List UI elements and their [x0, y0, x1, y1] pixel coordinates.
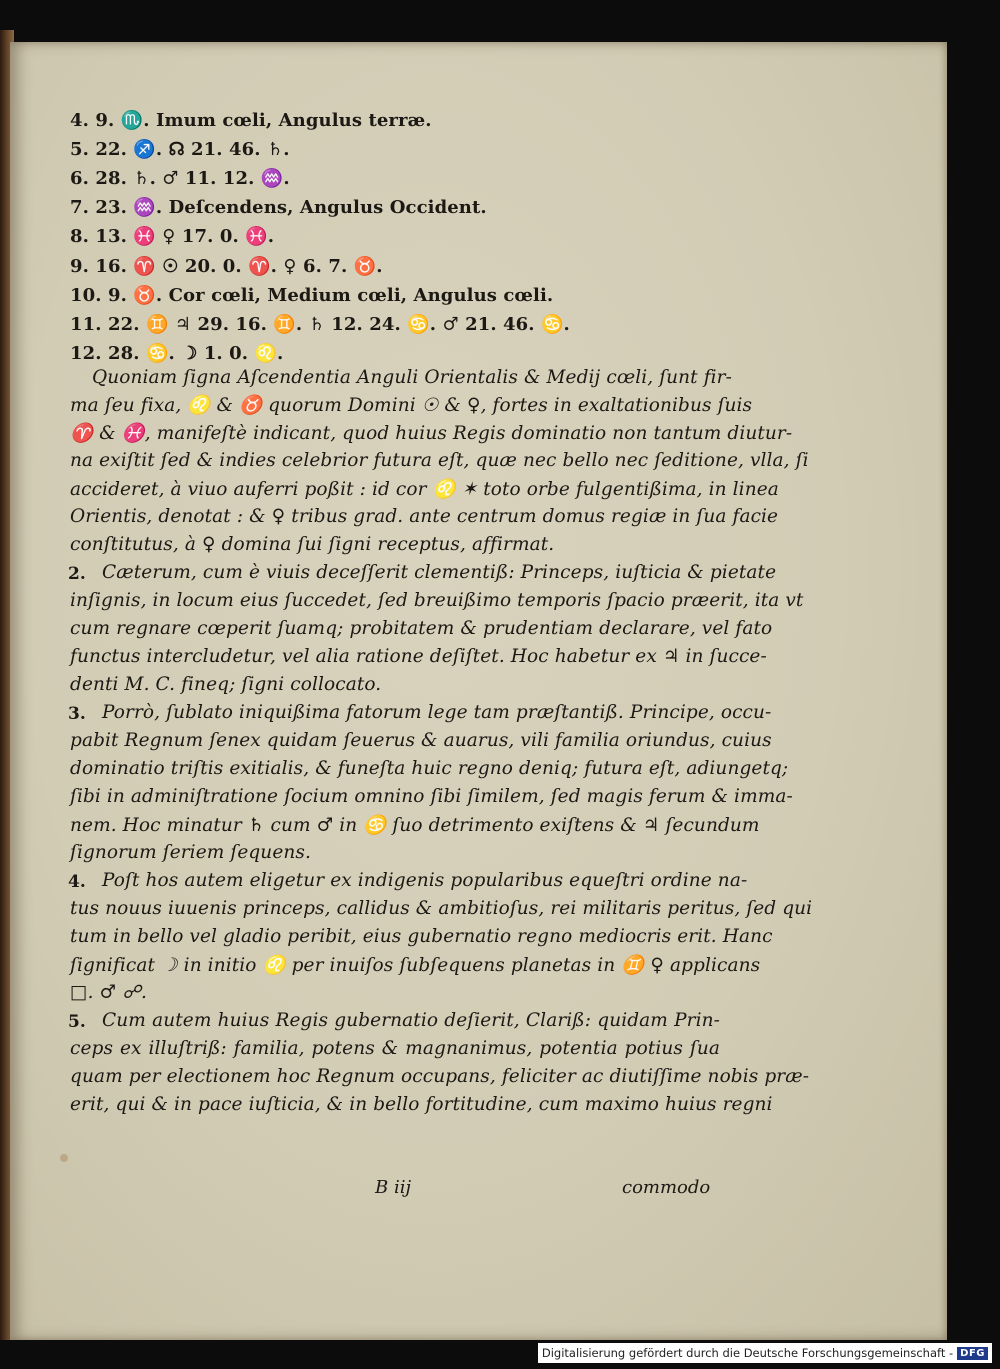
text-line: ſibi in adminiſtratione ſocium omnino ſibi ſimilem, ſed magis ferum & imma-: [70, 786, 793, 807]
digitization-credit: [538, 1343, 992, 1363]
text-line: quam per electionem hoc Regnum occupans, feliciter ac diutiſſime nobis præ-: [70, 1066, 810, 1087]
text-line: inſignis, in locum eius ſuccedet, ſed breuißimo temporis ſpacio præerit, ita vt: [70, 590, 804, 611]
house-line: 4. 9. ♏. Imum cœli, Angulus terræ.: [70, 110, 432, 131]
house-line: 9. 16. ♈ ☉ 20. 0. ♈. ♀ 6. 7. ♉.: [70, 256, 383, 277]
book-page: [10, 42, 947, 1340]
house-line: 11. 22. ♊ ♃ 29. 16. ♊. ♄ 12. 24. ♋. ♂ 21. 46. ♋.: [70, 314, 570, 335]
text-line: ceps ex illuſtriß: familia, potens & magnanimus, potentia potius ſua: [70, 1038, 720, 1059]
text-line: Cum autem huius Regis gubernatio deſierit, Clariß: quidam Prin-: [102, 1010, 720, 1031]
text-line: Cæterum, cum è viuis deceſſerit clementiß: Princeps, iuſticia & pietate: [102, 562, 777, 583]
house-line: 12. 28. ♋. ☽ 1. 0. ♌.: [70, 343, 284, 364]
text-line: pabit Regnum ſenex quidam ſeuerus & auarus, vili familia oriundus, cuius: [70, 730, 772, 751]
text-line: Porrò, ſublato iniquißima fatorum lege tam præſtantiß. Principe, occu-: [102, 702, 772, 723]
catchword: commodo: [622, 1177, 711, 1198]
section-number: 3.: [68, 704, 86, 724]
credit-text: Digitalisierung gefördert durch die Deutsche Forschungsgemeinschaft -: [541, 1346, 954, 1360]
house-line: 8. 13. ♓ ♀ 17. 0. ♓.: [70, 226, 275, 247]
section-number: 5.: [68, 1012, 86, 1032]
text-line: cum regnare cœperit ſuamq; probitatem & prudentiam declarare, vel fato: [70, 618, 773, 639]
text-line: Poſt hos autem eligetur ex indigenis popularibus equeſtri ordine na-: [102, 870, 748, 891]
text-line: ſignorum ſeriem ſequens.: [70, 842, 311, 863]
section-number: 2.: [68, 564, 86, 584]
text-line: Orientis, denotat : & ♀ tribus grad. ante centrum domus regiæ in ſua facie: [70, 506, 779, 527]
text-line: dominatio triſtis exitialis, & funeſta huic regno deniq; futura eſt, adiungetq;: [70, 758, 789, 779]
house-line: 6. 28. ♄. ♂ 11. 12. ♒.: [70, 168, 290, 189]
text-line: ma ſeu fixa, ♌ & ♉ quorum Domini ☉ & ♀, fortes in exaltationibus ſuis: [70, 395, 753, 416]
text-line: □. ♂ ☍.: [70, 982, 148, 1003]
text-line: tus nouus iuuenis princeps, callidus & ambitioſus, rei militaris peritus, ſed qui: [70, 898, 813, 919]
text-line: accideret, à viuo auferri poßit : id cor ♌ ✶ toto orbe fulgentißima, in linea: [70, 479, 779, 500]
house-line: 5. 22. ♐. ☊ 21. 46. ♄.: [70, 139, 290, 160]
text-line: nem. Hoc minatur ♄ cum ♂ in ♋ ſuo detrimento exiſtens & ♃ ſecundum: [70, 815, 760, 836]
text-line: conſtitutus, à ♀ domina ſui ſigni receptus, affirmat.: [70, 534, 555, 555]
text-line: erit, qui & in pace iuſticia, & in bello fortitudine, cum maximo huius regni: [70, 1094, 773, 1115]
paper-stain: [60, 1154, 68, 1162]
text-line: Quoniam ſigna Aſcendentia Anguli Orientalis & Medij cœli, ſunt fir-: [92, 367, 732, 388]
text-line: na exiſtit ſed & indies celebrior futura eſt, quæ nec bello nec ſeditione, vlla, ſi: [70, 450, 809, 471]
text-line: tum in bello vel gladio peribit, eius gubernatio regno mediocris erit. Hanc: [70, 926, 773, 947]
signature-mark: B iij: [375, 1177, 412, 1198]
text-line: ♈ & ♓, manifeſtè indicant, quod huius Regis dominatio non tantum diutur-: [70, 423, 793, 444]
text-line: ſignificat ☽ in initio ♌ per inuiſos ſubſequens planetas in ♊ ♀ applicans: [70, 955, 761, 976]
text-line: functus intercludetur, vel alia ratione deſiſtet. Hoc habetur ex ♃ in ſucce-: [70, 646, 767, 667]
text-line: denti M. C. fineq; ſigni collocato.: [70, 674, 382, 695]
section-number: 4.: [68, 872, 86, 892]
house-line: 7. 23. ♒. Deſcendens, Angulus Occident.: [70, 197, 487, 218]
house-line: 10. 9. ♉. Cor cœli, Medium cœli, Angulus cœli.: [70, 285, 554, 306]
dfg-logo-icon: DFG: [957, 1347, 988, 1360]
